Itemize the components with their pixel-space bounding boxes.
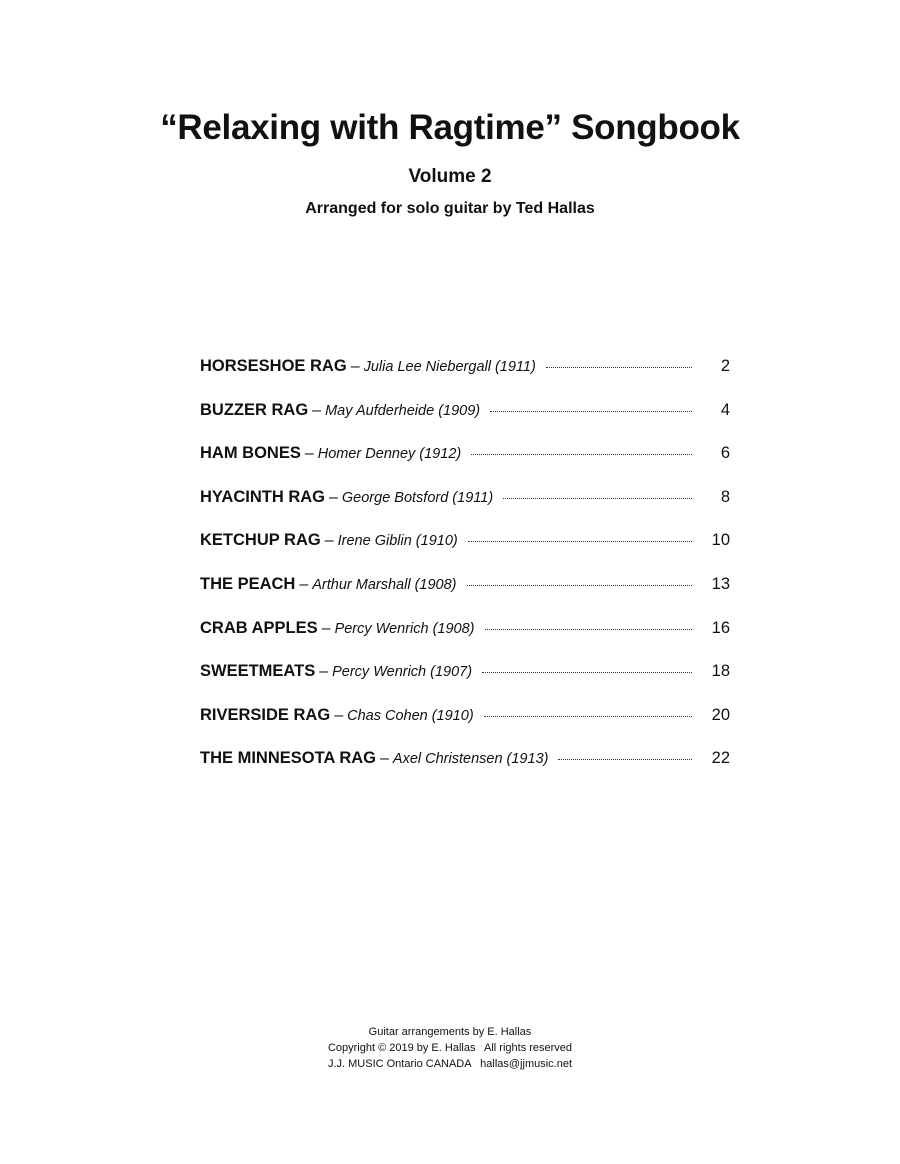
toc-composer: Percy Wenrich (1907)	[332, 664, 473, 681]
toc-song-title: BUZZER RAG	[200, 400, 309, 419]
toc-song-title: SWEETMEATS	[200, 662, 316, 681]
toc-entry	[200, 749, 730, 793]
toc-dot-leader	[485, 629, 692, 630]
toc-dot-leader	[468, 541, 692, 542]
toc-entry	[200, 401, 730, 445]
toc-page-number: 18	[711, 662, 730, 681]
toc-dot-leader	[490, 411, 692, 412]
toc-separator: –	[319, 663, 329, 681]
footer-credit: Guitar arrangements by E. Hallas	[368, 1026, 532, 1038]
toc-composer: Julia Lee Niebergall (1911)	[363, 359, 536, 375]
toc-separator: –	[321, 619, 331, 637]
toc-page-number: 2	[720, 357, 730, 375]
toc-composer: George Botsford (1911)	[341, 489, 494, 506]
toc-composer: Homer Denney (1912)	[317, 446, 462, 463]
toc-composer: Percy Wenrich (1908)	[334, 620, 475, 637]
toc-dot-leader	[482, 672, 692, 673]
footer-copyright: Copyright © 2019 by E. Hallas All rights reserved	[327, 1042, 573, 1054]
toc-composer: Chas Cohen (1910)	[347, 707, 474, 724]
toc-separator: –	[312, 401, 322, 419]
toc-entry	[200, 706, 730, 750]
toc-page-number: 6	[720, 444, 730, 463]
toc-entry	[200, 619, 730, 663]
toc-song-title: KETCHUP RAG	[200, 531, 321, 550]
toc-page-number: 4	[720, 400, 730, 419]
toc-page-number: 20	[711, 705, 730, 724]
toc-separator: –	[350, 358, 360, 375]
toc-composer: Arthur Marshall (1908)	[312, 576, 457, 593]
toc-page-number: 16	[711, 618, 730, 637]
toc-dot-leader	[503, 498, 692, 499]
footer	[0, 1024, 900, 1072]
page-title: “Relaxing with Ragtime” Songbook	[160, 108, 740, 147]
toc-page-number: 13	[711, 574, 730, 593]
toc-song-title: HYACINTH RAG	[200, 487, 325, 506]
toc-separator: –	[328, 488, 338, 506]
toc-song-title: HORSESHOE RAG	[200, 357, 347, 375]
toc-song-title: RIVERSIDE RAG	[200, 705, 331, 724]
toc-dot-leader	[467, 585, 693, 586]
volume-label: Volume 2	[408, 166, 492, 187]
toc-dot-leader	[484, 716, 692, 717]
toc-entry	[200, 357, 730, 401]
toc-separator: –	[299, 575, 309, 593]
toc-page-number: 22	[711, 749, 730, 768]
toc-composer: May Aufderheide (1909)	[325, 402, 481, 419]
toc-song-title: CRAB APPLES	[200, 618, 318, 637]
toc-entry	[200, 531, 730, 575]
toc-composer: Irene Giblin (1910)	[337, 533, 458, 550]
toc-separator: –	[334, 706, 344, 724]
toc-entry	[200, 444, 730, 488]
toc-song-title: THE MINNESOTA RAG	[200, 749, 376, 768]
toc-dot-leader	[546, 367, 692, 368]
toc-dot-leader	[471, 454, 692, 455]
toc-page-number: 10	[711, 531, 730, 550]
toc-composer: Axel Christensen (1913)	[392, 751, 549, 768]
arranger-credit: Arranged for solo guitar by Ted Hallas	[305, 200, 595, 217]
toc-dot-leader	[558, 759, 692, 760]
toc-separator: –	[380, 750, 389, 768]
toc-song-title: THE PEACH	[200, 574, 296, 593]
toc-entry	[200, 575, 730, 619]
toc-separator: –	[304, 445, 314, 463]
toc-page-number: 8	[720, 487, 730, 506]
table-of-contents	[200, 357, 730, 793]
toc-song-title: HAM BONES	[200, 444, 301, 463]
footer-publisher: J.J. MUSIC Ontario CANADA hallas@jjmusic.net	[327, 1058, 573, 1070]
toc-entry	[200, 662, 730, 706]
toc-entry	[200, 488, 730, 532]
toc-separator: –	[324, 532, 334, 550]
